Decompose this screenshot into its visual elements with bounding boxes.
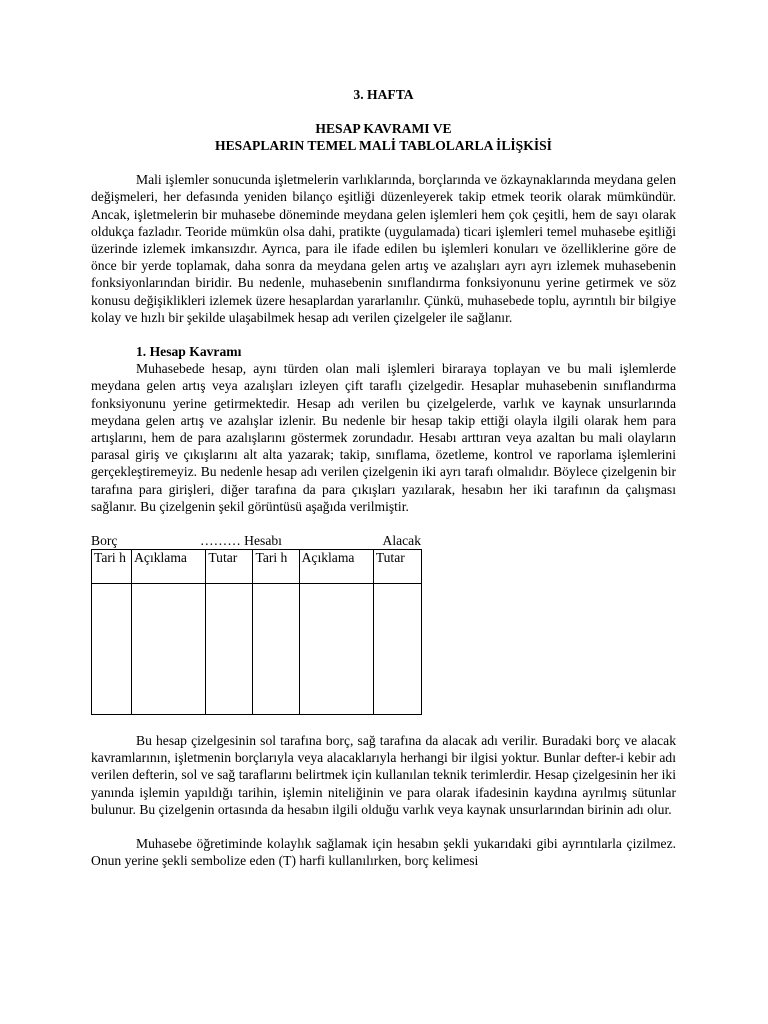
- account-name-label: ……… Hesabı: [200, 533, 282, 549]
- title-line-2: HESAPLARIN TEMEL MALİ TABLOLARLA İLİŞKİSİ: [215, 138, 552, 154]
- document-title: [91, 120, 676, 154]
- column-header: Açıklama: [299, 550, 373, 584]
- table-cell: [206, 584, 253, 715]
- debit-label: Borç: [91, 533, 118, 549]
- credit-label: Alacak: [382, 533, 421, 549]
- table-cell: [373, 584, 421, 715]
- table-cell: [253, 584, 299, 715]
- column-header: Açıklama: [132, 550, 206, 584]
- column-header: Tutar: [206, 550, 253, 584]
- account-table-body: [92, 584, 422, 715]
- table-cell: [92, 584, 132, 715]
- section-paragraph: Muhasebede hesap, aynı türden olan mali işlemleri biraraya toplayan ve bu mali işlemlerde meydana gelen artış veya azalışları izleyen çift taraflı çizelgedir. Hesaplar muhasebenin sınıflandırma fonksiyonunu yerine getirmektedir. Hesap adı verilen bu çizelgelerde, varlık ve kaynak unsurlarında meydana gelen artış ve azalışlar izlenir. Bu nedenle bir hesap takip ettiği olayla ilgili olarak hem para artışlarını, hem de para azalışlarını göstermek zorundadır. Hesabı arttıran veya azaltan bu mali olayların parasal giriş ve çıkışlarını alt alta yazarak; takip, sınıflama, özetleme, kontrol ve raporlama işlemlerini gerçekleştiremeyiz. Bu nedenle hesap adı verilen çizelgenin iki ayrı tarafı olmalıdır. Böylece çizelgenin bir tarafına para girişleri, diğer tarafına da para çıkışları yazılarak, hesabın her iki tarafının da çalışması sağlanır. Bu çizelgenin şekil görüntüsü aşağıda verilmiştir.: [91, 361, 676, 514]
- account-table-header: [92, 550, 422, 584]
- column-header: Tari h: [92, 550, 132, 584]
- document-page: [91, 86, 676, 869]
- week-heading: 3. HAFTA: [353, 87, 414, 102]
- intro-paragraph: Mali işlemler sonucunda işletmelerin varlıklarında, borçlarında ve özkaynaklarında meydana gelen değişmeleri, her defasında yeniden bilanço eşitliği düzenleyerek takip etmek teorik olarak mümkündür. Ancak, işletmelerin bir muhasebe döneminde meydana gelen işlemleri hem çok çeşitli, hem de sayı olarak oldukça fazladır. Teoride mümkün olsa dahi, pratikte (uygulamada) ticari işlemleri temel muhasebe eşitliği üzerinde izlemek imkansızdır. Ayrıca, para ile ifade edilen bu işlemleri konuları ve özelliklerine göre de önce bir yerde toplamak, daha sonra da meydana gelen artış ve azalışları ayrı ayrı izlemek muhasebenin fonksiyonlarından biridir. Bu nedenle, muhasebenin sınıflandırma fonksiyonunu yerine getirmek ve söz konusu değişiklikleri izlemek üzere hesaplardan yararlanılır. Çünkü, muhasebede toplu, ayrıntılı bir bilgiye kolay ve hızlı bir şekilde ulaşabilmek hesap adı verilen çizelgeler ile sağlanır.: [91, 172, 676, 325]
- table-cell: [132, 584, 206, 715]
- section-heading: 1. Hesap Kavramı: [136, 344, 242, 360]
- column-header: Tutar: [373, 550, 421, 584]
- column-header: Tari h: [253, 550, 299, 584]
- table-cell: [299, 584, 373, 715]
- title-line-1: HESAP KAVRAMI VE: [315, 121, 452, 137]
- closing-paragraph: Muhasebe öğretiminde kolaylık sağlamak için hesabın şekli yukarıdaki gibi ayrıntılarla çizilmez. Onun yerine şekli sembolize eden (T) harfi kullanılırken, borç kelimesi: [91, 836, 676, 869]
- explanation-paragraph: Bu hesap çizelgesinin sol tarafına borç, sağ tarafına da alacak adı verilir. Buradaki borç ve alacak kavramlarının, işletmenin borçlarıyla veya alacaklarıyla herhangi bir ilgisi yoktur. Bunlar defter-i kebir adı verilen defterin, sol ve sağ taraflarını belirtmek için kullanılan teknik terimlerdir. Hesap çizelgesinin her iki yanında işlemin yapıldığı tarihin, işlemin niteliğinin ve para olarak ifadesinin kaydına ayrılmış sütunlar bulunur. Bu çizelgenin ortasında da hesabın ilgili olduğu varlık veya kaynak unsurlarından birinin adı olur.: [91, 733, 676, 817]
- account-caption: [91, 532, 421, 549]
- account-table: [91, 549, 422, 715]
